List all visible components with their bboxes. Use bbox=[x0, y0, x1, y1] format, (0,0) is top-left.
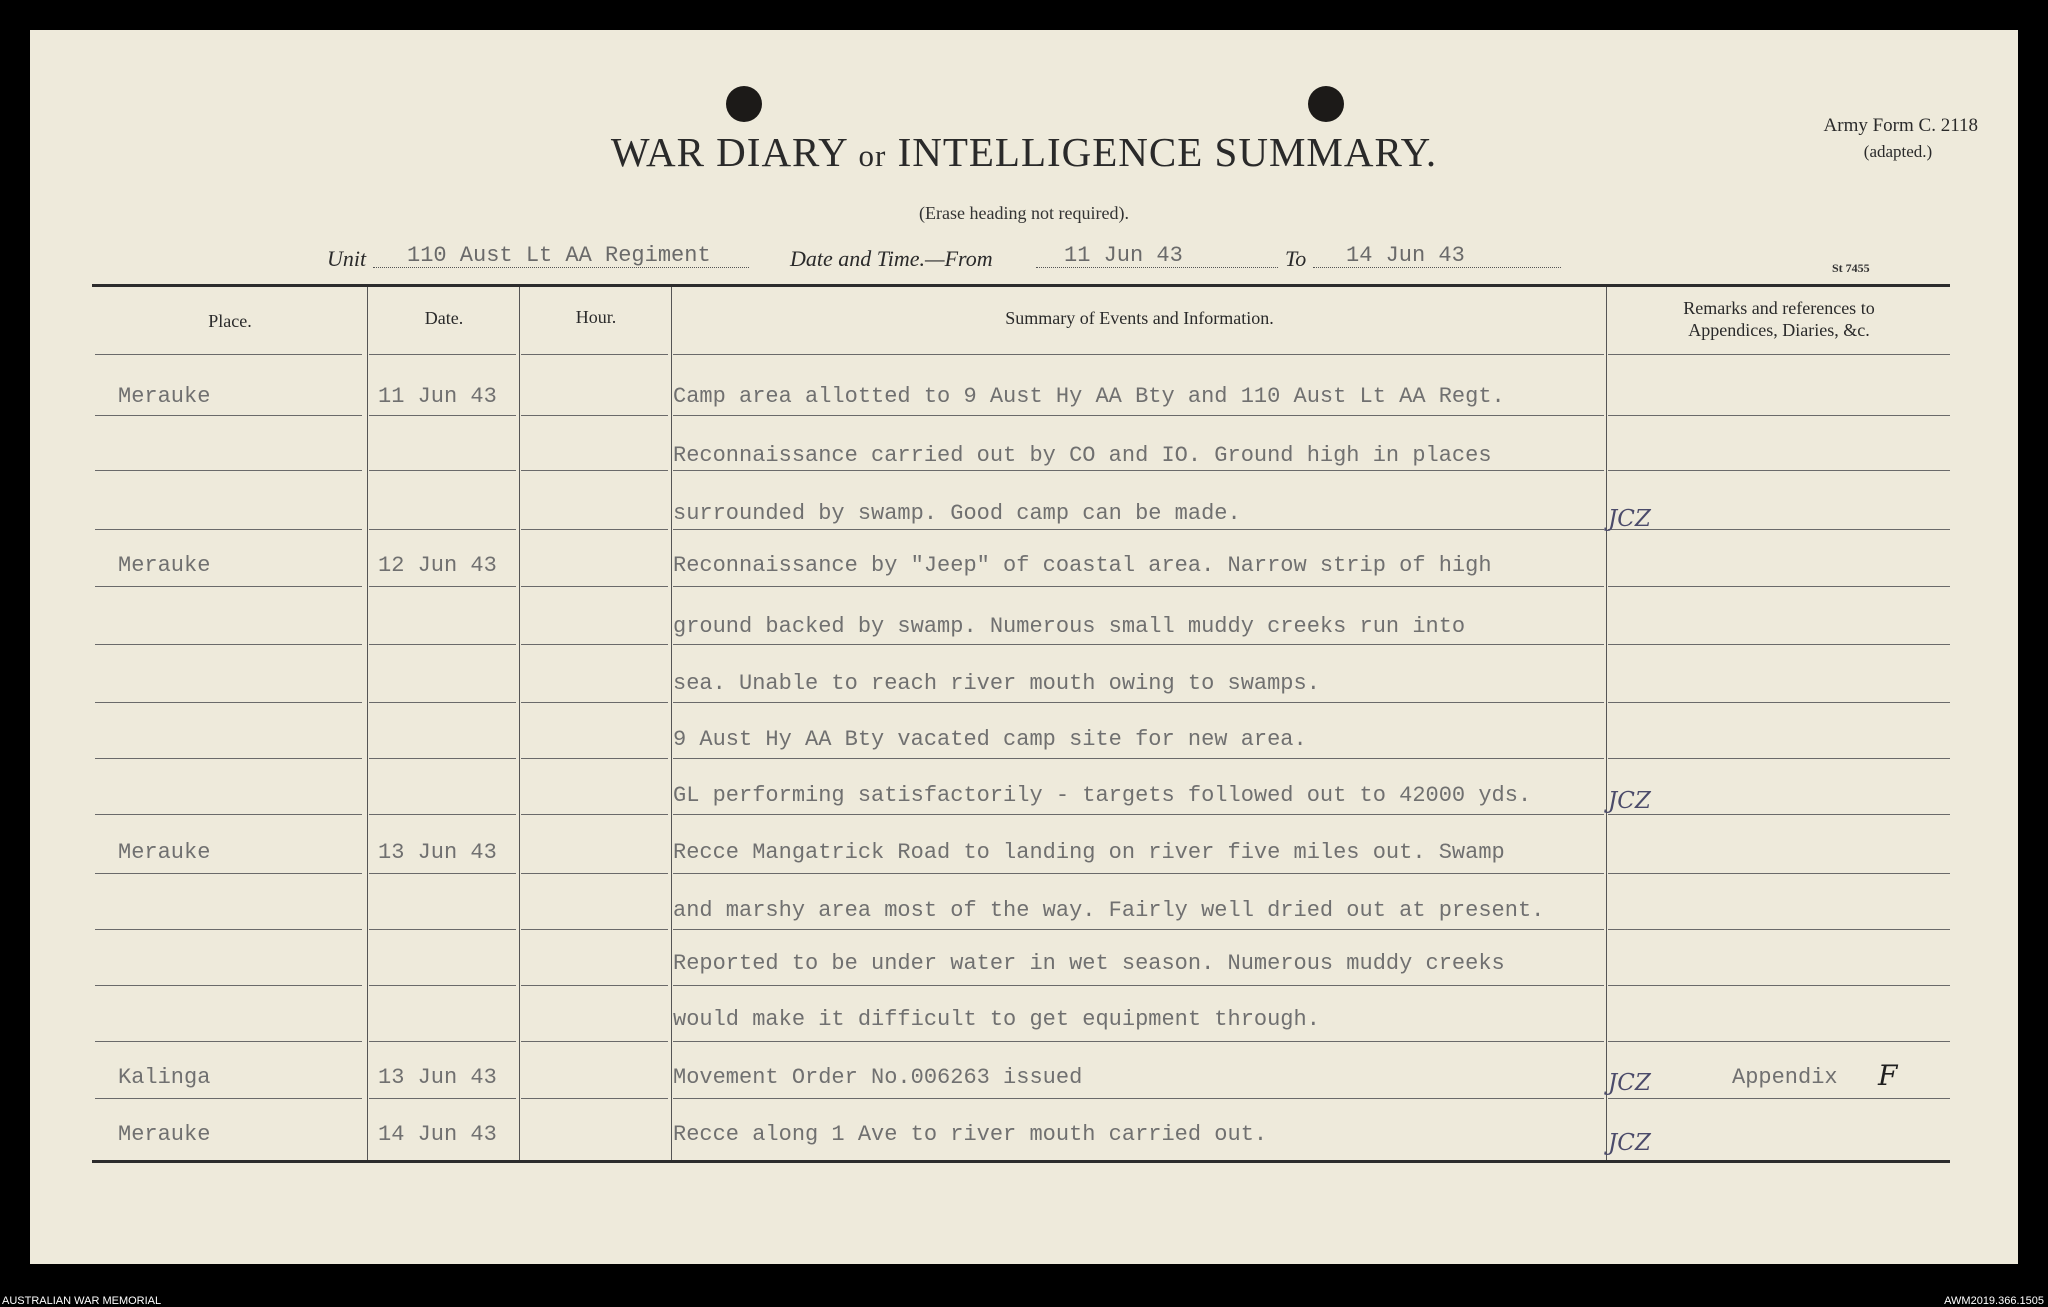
row-rule bbox=[369, 758, 516, 759]
row-rule bbox=[369, 1098, 516, 1099]
row-rule bbox=[673, 644, 1604, 645]
row-rule bbox=[95, 758, 362, 759]
row-rule bbox=[673, 929, 1604, 930]
row-rule bbox=[1608, 873, 1950, 874]
from-value: 11 Jun 43 bbox=[1064, 243, 1183, 268]
summary-cell: GL performing satisfactorily - targets followed out to 42000 yds. bbox=[673, 783, 1532, 808]
appendix-letter: F bbox=[1878, 1059, 1898, 1092]
row-rule bbox=[673, 985, 1604, 986]
row-rule bbox=[521, 1041, 668, 1042]
col-header-hour: Hour. bbox=[575, 307, 617, 327]
initials-mark: JCZ bbox=[1608, 506, 1651, 532]
row-rule bbox=[1608, 702, 1950, 703]
row-rule bbox=[673, 1098, 1604, 1099]
initials-mark: JCZ bbox=[1608, 1130, 1651, 1156]
remarks-header-line-2: Appendices, Diaries, &c. bbox=[1688, 320, 1870, 340]
summary-cell: 9 Aust Hy AA Bty vacated camp site for new area. bbox=[673, 727, 1307, 752]
row-rule bbox=[95, 929, 362, 930]
row-rule bbox=[95, 702, 362, 703]
row-rule bbox=[521, 702, 668, 703]
row-rule bbox=[1608, 929, 1950, 930]
date-time-label: Date and Time.—From bbox=[790, 246, 993, 271]
row-rule bbox=[95, 415, 362, 416]
row-rule bbox=[673, 814, 1604, 815]
row-rule bbox=[673, 470, 1604, 471]
row-rule bbox=[95, 586, 362, 587]
row-rule bbox=[95, 1098, 362, 1099]
row-rule bbox=[95, 814, 362, 815]
row-rule bbox=[521, 415, 668, 416]
place-cell: Kalinga bbox=[118, 1065, 211, 1090]
row-rule bbox=[369, 1041, 516, 1042]
row-rule bbox=[369, 529, 516, 530]
row-rule bbox=[1608, 586, 1950, 587]
row-rule bbox=[521, 985, 668, 986]
row-rule bbox=[673, 354, 1604, 355]
row-rule bbox=[1608, 529, 1950, 530]
punch-hole-right bbox=[1308, 86, 1344, 122]
row-rule bbox=[521, 814, 668, 815]
summary-cell: ground backed by swamp. Numerous small muddy creeks run into bbox=[673, 614, 1466, 639]
row-rule bbox=[1608, 644, 1950, 645]
archive-credit: AUSTRALIAN WAR MEMORIAL bbox=[2, 1295, 162, 1307]
appendix-reference: Appendix bbox=[1732, 1065, 1838, 1090]
row-rule bbox=[521, 929, 668, 930]
col-header-date: Date. bbox=[424, 308, 464, 328]
page-title bbox=[0, 128, 2048, 176]
initials-mark: JCZ bbox=[1608, 788, 1651, 814]
summary-cell: sea. Unable to reach river mouth owing to swamps. bbox=[673, 671, 1320, 696]
row-rule bbox=[521, 873, 668, 874]
summary-cell: Camp area allotted to 9 Aust Hy AA Bty and 110 Aust Lt AA Regt. bbox=[673, 384, 1505, 409]
punch-hole-left bbox=[726, 86, 762, 122]
form-number-text: Army Form C. 2118 bbox=[1823, 115, 1978, 136]
row-rule bbox=[1608, 1041, 1950, 1042]
row-rule bbox=[1608, 814, 1950, 815]
row-rule bbox=[673, 758, 1604, 759]
col-header-place: Place. bbox=[208, 311, 252, 331]
summary-cell: Recce along 1 Ave to river mouth carried out. bbox=[673, 1122, 1268, 1147]
row-rule bbox=[369, 644, 516, 645]
summary-cell: Reconnaissance by "Jeep" of coastal area. Narrow strip of high bbox=[673, 553, 1492, 578]
unit-value: 110 Aust Lt AA Regiment bbox=[407, 243, 711, 268]
row-rule bbox=[521, 586, 668, 587]
row-rule bbox=[369, 415, 516, 416]
row-rule bbox=[95, 644, 362, 645]
row-rule bbox=[521, 758, 668, 759]
row-rule bbox=[369, 470, 516, 471]
row-rule bbox=[369, 814, 516, 815]
row-rule bbox=[95, 873, 362, 874]
date-cell: 13 Jun 43 bbox=[378, 1065, 497, 1090]
row-rule bbox=[369, 702, 516, 703]
date-cell: 14 Jun 43 bbox=[378, 1122, 497, 1147]
row-rule bbox=[1608, 758, 1950, 759]
summary-cell: would make it difficult to get equipment through. bbox=[673, 1007, 1320, 1032]
title-part-b: INTELLIGENCE SUMMARY. bbox=[897, 129, 1438, 175]
date-cell: 11 Jun 43 bbox=[378, 384, 497, 409]
subtitle: (Erase heading not required). bbox=[919, 203, 1129, 223]
row-rule bbox=[1608, 415, 1950, 416]
place-cell: Merauke bbox=[118, 840, 211, 865]
form-number bbox=[1758, 113, 1978, 165]
row-rule bbox=[521, 354, 668, 355]
summary-cell: Recce Mangatrick Road to landing on river five miles out. Swamp bbox=[673, 840, 1505, 865]
to-label: To bbox=[1285, 246, 1307, 271]
table-top-rule bbox=[92, 284, 1950, 287]
row-rule bbox=[95, 470, 362, 471]
to-value: 14 Jun 43 bbox=[1346, 243, 1465, 268]
table-bottom-rule bbox=[92, 1160, 1950, 1163]
row-rule bbox=[521, 1098, 668, 1099]
archive-reference: AWM2019.366.1505 bbox=[1944, 1295, 2044, 1307]
title-or: or bbox=[858, 138, 887, 173]
row-rule bbox=[1608, 470, 1950, 471]
col-divider-summary bbox=[1606, 287, 1607, 1160]
row-rule bbox=[369, 354, 516, 355]
col-divider-hour bbox=[671, 287, 672, 1160]
row-rule bbox=[673, 873, 1604, 874]
date-cell: 12 Jun 43 bbox=[378, 553, 497, 578]
row-rule bbox=[673, 529, 1604, 530]
place-cell: Merauke bbox=[118, 553, 211, 578]
row-rule bbox=[95, 354, 362, 355]
row-rule bbox=[369, 985, 516, 986]
row-rule bbox=[95, 985, 362, 986]
row-rule bbox=[369, 873, 516, 874]
row-rule bbox=[95, 529, 362, 530]
remarks-header-line-1: Remarks and references to bbox=[1683, 298, 1875, 318]
row-rule bbox=[521, 529, 668, 530]
row-rule bbox=[521, 470, 668, 471]
row-rule bbox=[1608, 354, 1950, 355]
row-rule bbox=[95, 1041, 362, 1042]
date-cell: 13 Jun 43 bbox=[378, 840, 497, 865]
col-divider-date bbox=[519, 287, 520, 1160]
summary-cell: surrounded by swamp. Good camp can be made. bbox=[673, 501, 1241, 526]
col-header-summary: Summary of Events and Information. bbox=[1005, 308, 1274, 328]
row-rule bbox=[369, 929, 516, 930]
row-rule bbox=[673, 702, 1604, 703]
col-divider-place bbox=[367, 287, 368, 1160]
row-rule bbox=[1608, 985, 1950, 986]
row-rule bbox=[673, 415, 1604, 416]
row-rule bbox=[1608, 1098, 1950, 1099]
row-rule bbox=[673, 586, 1604, 587]
row-rule bbox=[673, 1041, 1604, 1042]
place-cell: Merauke bbox=[118, 1122, 211, 1147]
summary-cell: and marshy area most of the way. Fairly well dried out at present. bbox=[673, 898, 1545, 923]
row-rule bbox=[521, 644, 668, 645]
title-part-a: WAR DIARY bbox=[610, 129, 848, 175]
row-rule bbox=[369, 586, 516, 587]
unit-label: Unit bbox=[327, 246, 367, 271]
summary-cell: Movement Order No.006263 issued bbox=[673, 1065, 1083, 1090]
initials-mark: JCZ bbox=[1608, 1070, 1651, 1096]
form-adapted-text: (adapted.) bbox=[1863, 142, 1933, 161]
col-header-remarks bbox=[1608, 297, 1950, 341]
stock-number: St 7455 bbox=[1832, 261, 1870, 275]
summary-cell: Reported to be under water in wet season. Numerous muddy creeks bbox=[673, 951, 1505, 976]
summary-cell: Reconnaissance carried out by CO and IO. Ground high in places bbox=[673, 443, 1492, 468]
place-cell: Merauke bbox=[118, 384, 211, 409]
